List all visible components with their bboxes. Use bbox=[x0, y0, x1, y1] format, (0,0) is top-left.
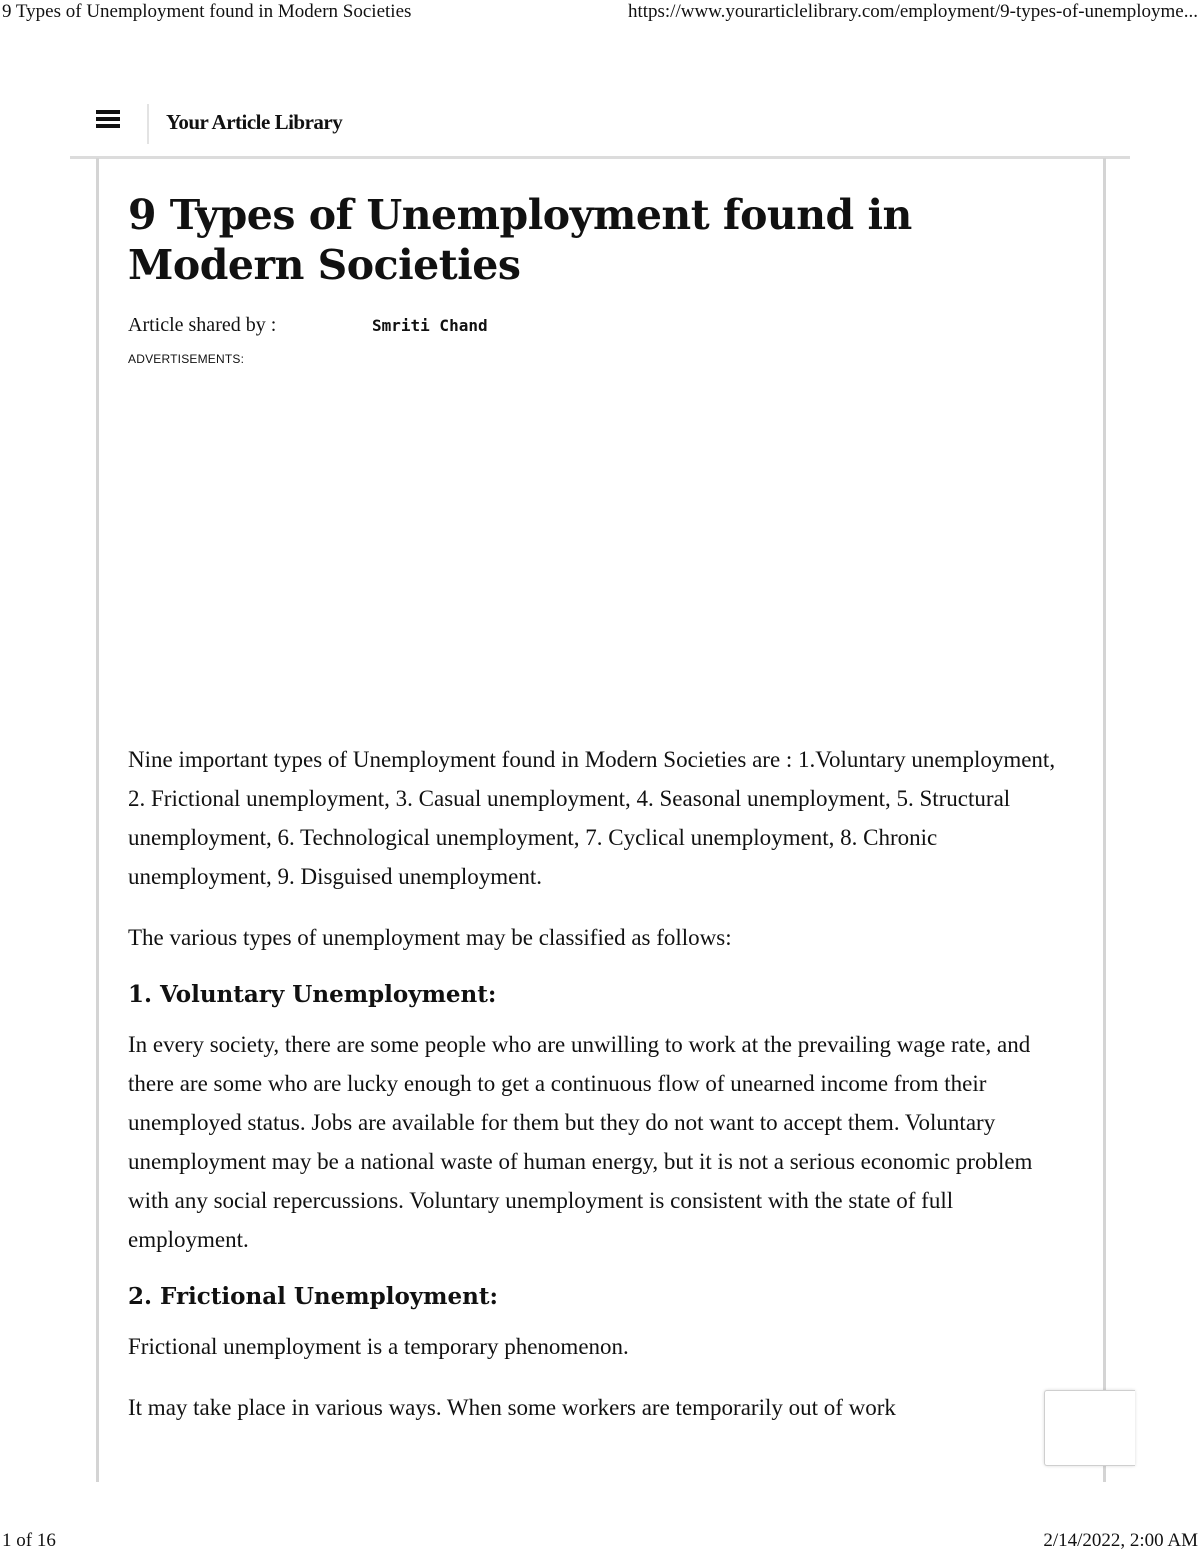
byline bbox=[128, 314, 1078, 344]
header-divider bbox=[147, 104, 149, 144]
hamburger-menu-icon[interactable] bbox=[96, 110, 120, 132]
section-heading-voluntary: 1. Voluntary Unemployment: bbox=[128, 981, 497, 1008]
frictional-paragraph-1: Frictional unemployment is a temporary phenomenon. bbox=[128, 1334, 629, 1359]
article-content bbox=[128, 190, 1078, 1449]
byline-label: Article shared by : bbox=[128, 314, 277, 336]
site-header bbox=[70, 100, 1130, 158]
intro-paragraph: Nine important types of Unemployment found in Modern Societies are : 1.Voluntary unemployment, 2. Frictional unemployment, 3. Casual unemployment, 4. Seasonal unemployment, 5. Structural unemployment, 6. Technological unemployment, 7. Cyclical unemployment, 8. Chronic unemployment, 9. Disguised unemployment. bbox=[128, 747, 1056, 889]
print-date: 2/14/2022, 2:00 AM bbox=[1043, 1530, 1198, 1551]
print-page-title: 9 Types of Unemployment found in Modern Societies bbox=[2, 1, 412, 22]
classification-paragraph: The various types of unemployment may be classified as follows: bbox=[128, 925, 732, 950]
recaptcha-badge[interactable] bbox=[1044, 1390, 1135, 1466]
voluntary-paragraph: In every society, there are some people who are unwilling to work at the prevailing wage rate, and there are some who are lucky enough to get a continuous flow of unearned income from their unemployed status. Jobs are available for them but they do not want to accept them. Voluntary unemployment may be a national waste of human energy, but it is not a serious economic problem with any social repercussions. Voluntary unemployment is consistent with the state of full employment. bbox=[128, 1032, 1033, 1252]
section-heading-frictional: 2. Frictional Unemployment: bbox=[128, 1283, 498, 1310]
print-header bbox=[0, 0, 1200, 26]
advertisement-slot bbox=[128, 366, 1078, 740]
frictional-paragraph-2: It may take place in various ways. When some workers are temporarily out of work bbox=[128, 1395, 896, 1420]
article-title: 9 Types of Unemployment found in Modern Societies bbox=[128, 191, 912, 289]
print-page-url: https://www.yourarticlelibrary.com/employment/9-types-of-unemployme... bbox=[627, 1, 1198, 22]
author-name[interactable]: Smriti Chand bbox=[372, 316, 488, 335]
advertisements-label: ADVERTISEMENTS: bbox=[128, 352, 245, 366]
site-name-link[interactable]: Your Article Library bbox=[166, 110, 343, 134]
print-footer bbox=[0, 1530, 1200, 1552]
page-count: 1 of 16 bbox=[2, 1530, 56, 1551]
